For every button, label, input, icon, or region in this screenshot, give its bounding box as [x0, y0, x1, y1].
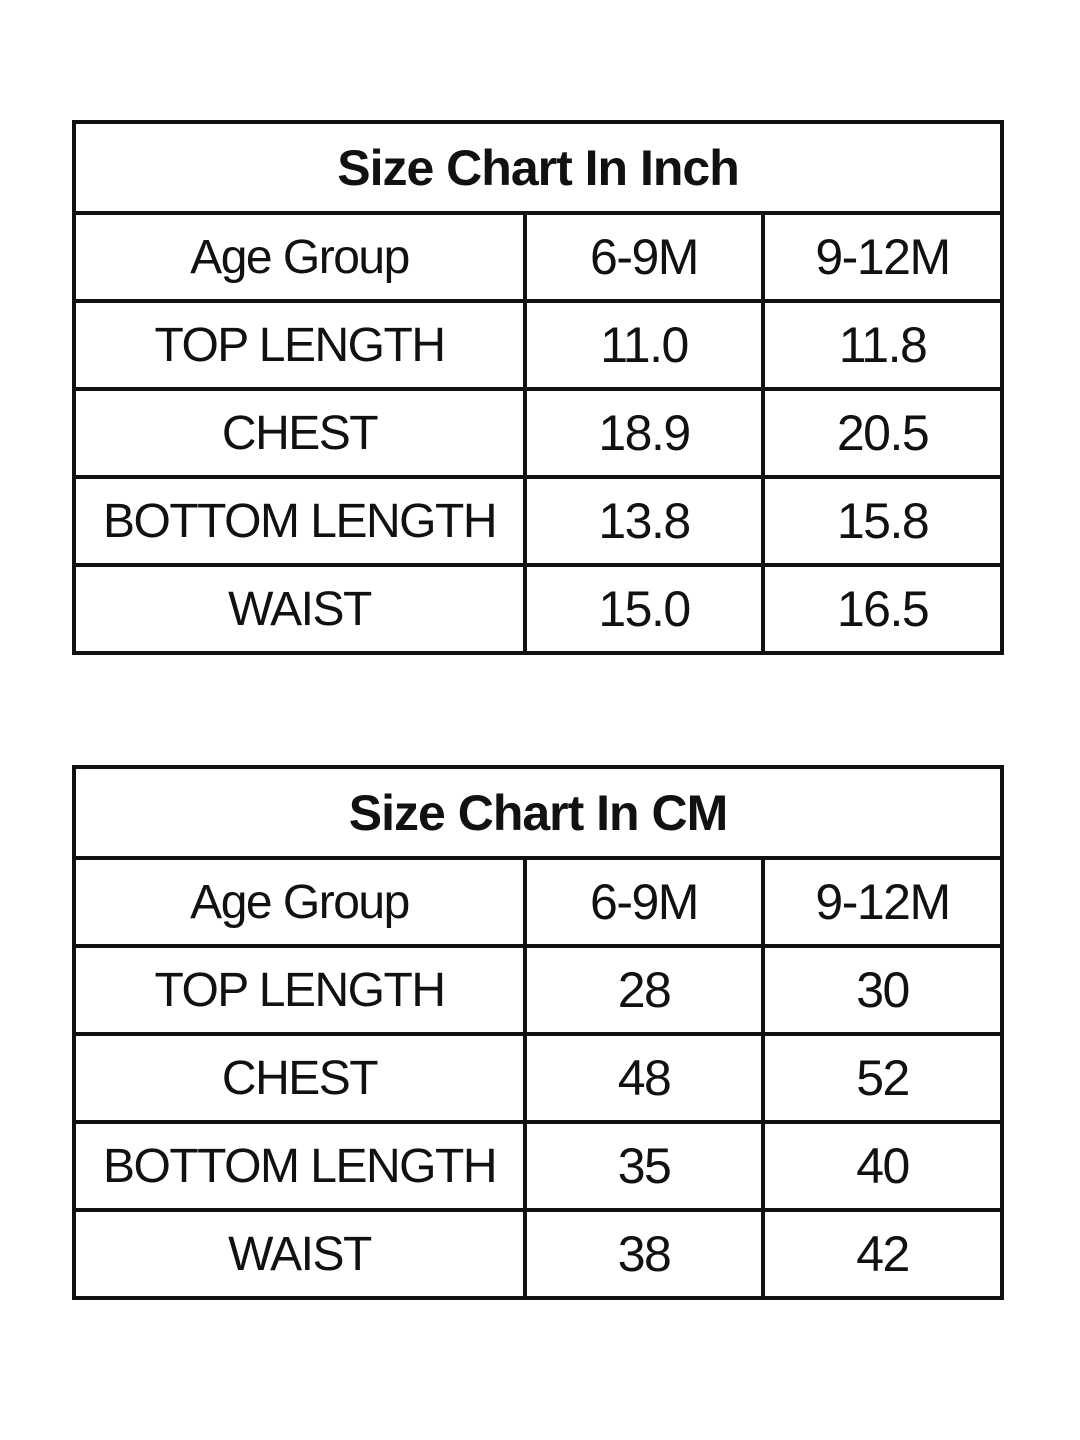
row-label: TOP LENGTH	[74, 946, 525, 1034]
table-title-row	[74, 122, 1002, 213]
table-title: Size Chart In Inch	[74, 122, 1002, 213]
table-row	[74, 1210, 1002, 1298]
cell-value: 30	[763, 946, 1002, 1034]
row-label: WAIST	[74, 565, 525, 653]
cell-value: 13.8	[525, 477, 763, 565]
row-label: WAIST	[74, 1210, 525, 1298]
row-label: TOP LENGTH	[74, 301, 525, 389]
table-row	[74, 1122, 1002, 1210]
table-row	[74, 477, 1002, 565]
row-label: CHEST	[74, 389, 525, 477]
cell-value: 20.5	[763, 389, 1002, 477]
cell-value: 11.0	[525, 301, 763, 389]
cell-value: 35	[525, 1122, 763, 1210]
header-age-group: Age Group	[74, 858, 525, 946]
size-chart-inch-table	[72, 120, 1004, 655]
header-size-6-9m: 6-9M	[525, 858, 763, 946]
cell-value: 40	[763, 1122, 1002, 1210]
cell-value: 42	[763, 1210, 1002, 1298]
table-header-row	[74, 213, 1002, 301]
cell-value: 11.8	[763, 301, 1002, 389]
header-size-6-9m: 6-9M	[525, 213, 763, 301]
header-size-9-12m: 9-12M	[763, 858, 1002, 946]
size-chart-cm-table	[72, 765, 1004, 1300]
cell-value: 16.5	[763, 565, 1002, 653]
table-header-row	[74, 858, 1002, 946]
table-row	[74, 301, 1002, 389]
table-row	[74, 565, 1002, 653]
header-size-9-12m: 9-12M	[763, 213, 1002, 301]
header-age-group: Age Group	[74, 213, 525, 301]
cell-value: 48	[525, 1034, 763, 1122]
cell-value: 38	[525, 1210, 763, 1298]
table-title: Size Chart In CM	[74, 767, 1002, 858]
table-title-row	[74, 767, 1002, 858]
row-label: BOTTOM LENGTH	[74, 1122, 525, 1210]
row-label: BOTTOM LENGTH	[74, 477, 525, 565]
cell-value: 15.0	[525, 565, 763, 653]
row-label: CHEST	[74, 1034, 525, 1122]
table-row	[74, 389, 1002, 477]
cell-value: 15.8	[763, 477, 1002, 565]
cell-value: 18.9	[525, 389, 763, 477]
cell-value: 28	[525, 946, 763, 1034]
cell-value: 52	[763, 1034, 1002, 1122]
table-row	[74, 1034, 1002, 1122]
table-row	[74, 946, 1002, 1034]
